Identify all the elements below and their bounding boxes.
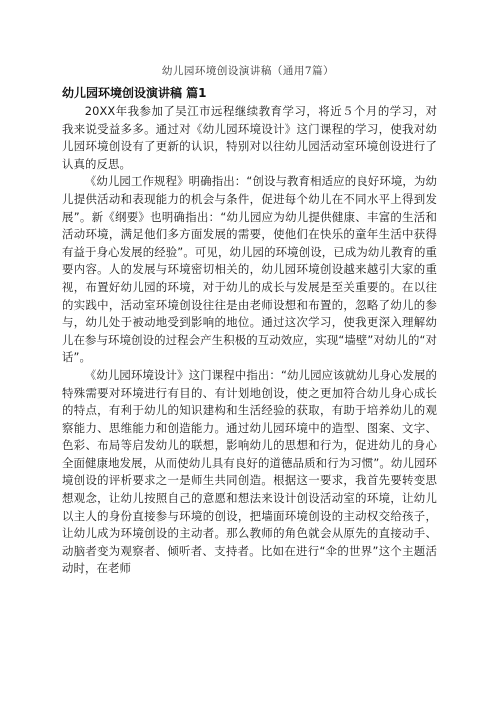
paragraph: 《幼儿园环境设计》这门课程中指出：“幼儿园应该就幼儿身心发展的特殊需要对环境进行有目的、有计划地创设，使之更加符合幼儿身心成长的特点，有利于幼儿的知识建构和生活经验的获取，有助于培养幼儿的观察能力、思维能力和创造能力。通过幼儿园环境中的造型、图案、文字、色彩、布局等启发幼儿的联想，影响幼儿的思想和行为，促进幼儿的身心全面健康地发展，从而使幼儿具有良好的道德品质和行为习惯”。幼儿园环境创设的评析要求之一是师生共同创造。根据这一要求，我首先要转变思想观念，让幼儿按照自己的意愿和想法来设计创设活动室的环境，让幼儿以主人的身份直接参与环境的创设，把墙面环境创设的主动权交给孩子，让幼儿成为环境创设的主动者。那么教师的角色就会从原先的直接动手、动脑者变为观察者、倾听者、支持者。比如在进行“伞的世界”这个主题活动时，在老师: [62, 367, 437, 576]
section-heading: 幼儿园环境创设演讲稿 篇1: [62, 86, 207, 100]
paragraph: 《幼儿园工作规程》明确指出：“创设与教育相适应的良好环境，为幼儿提供活动和表现能力的机会与条件，促进每个幼儿在不同水平上得到发展”。新《纲要》也明确指出：“幼儿园应为幼儿提供健康、丰富的生活和活动环境，满足他们多方面发展的需要，使他们在快乐的童年生活中获得有益于身心发展的经验”。可见，幼儿园的环境创设，已成为幼儿教育的重要内容。人的发展与环境密切相关的，幼儿园环境创设越来越引大家的重视，布置好幼儿园的环境，对于幼儿的成长与发展是至关重要的。在以往的实践中，活动室环境创设往往是由老师设想和布置的，忽略了幼儿的参与，幼儿处于被动地受到影响的地位。通过这次学习，使我更深入理解幼儿在参与环境创设的过程会产生积极的互动效应，实现“墙壁”对幼儿的“对话”。: [62, 174, 437, 365]
document-title: 幼儿园环境创设演讲稿（通用7篇）: [161, 65, 335, 77]
body-text: [62, 103, 437, 578]
paragraph: 20XX年我参加了吴江市远程继续教育学习，将近５个月的学习，对我来说受益多多。通过对《幼儿园环境设计》这门课程的学习，使我对幼儿园环境创设有了更新的认识，特别对以往幼儿园活动室环境创设进行了认真的反思。: [62, 104, 437, 171]
